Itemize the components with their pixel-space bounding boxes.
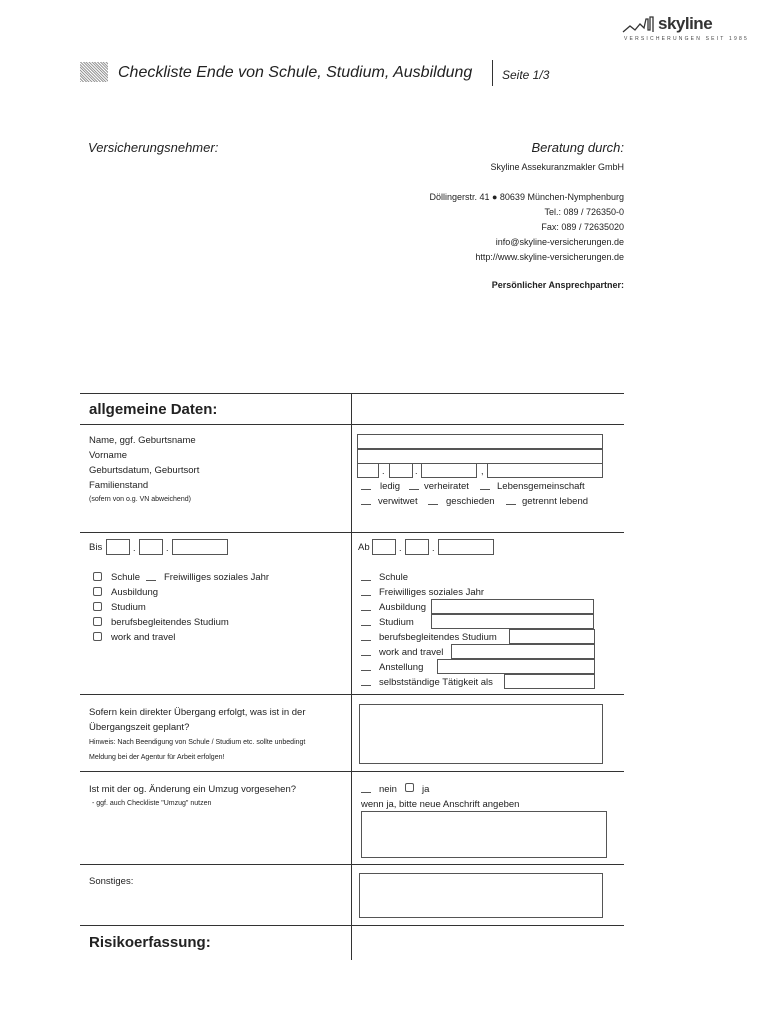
bis-label: Bis <box>89 542 103 553</box>
risk-heading: Risikoerfassung: <box>89 934 211 951</box>
company-email[interactable]: info@skyline-versicherungen.de <box>495 237 624 247</box>
company-website[interactable]: http://www.skyline-versicherungen.de <box>475 252 624 262</box>
company-name: Skyline Assekuranzmakler GmbH <box>490 162 624 172</box>
move-nein-checkbox[interactable] <box>361 784 371 793</box>
bis-year-field[interactable] <box>172 539 228 555</box>
familienstand-label: Familienstand <box>89 480 149 491</box>
new-address-textarea[interactable] <box>361 811 607 858</box>
transition-hint-line1: Hinweis: Nach Beendigung von Schule / Studium etc. sollte unbedingt <box>89 739 306 746</box>
bis-work-travel-checkbox[interactable] <box>93 632 102 641</box>
sonstiges-label: Sonstiges: <box>89 876 134 887</box>
verheiratet-label: verheiratet <box>424 481 469 492</box>
verheiratet-checkbox[interactable] <box>409 481 419 490</box>
company-fax: Fax: 089 / 72635020 <box>541 222 624 232</box>
ab-option-label: Ausbildung <box>379 602 427 613</box>
ab-fsj-checkbox[interactable] <box>361 587 371 596</box>
ab-label: Ab <box>358 542 370 553</box>
verwitwet-label: verwitwet <box>378 496 418 507</box>
page-number: Seite 1/3 <box>502 68 550 82</box>
table-rule <box>80 424 624 425</box>
logo-wordmark: skyline <box>658 14 713 33</box>
ab-ausbildung-field[interactable] <box>431 599 594 614</box>
bis-option-label: Ausbildung <box>111 587 159 598</box>
ledig-label: ledig <box>380 481 401 492</box>
ab-work-travel-field[interactable] <box>451 644 595 659</box>
ab-selbststaendig-field[interactable] <box>504 674 595 689</box>
bis-month-field[interactable] <box>139 539 163 555</box>
bis-ausbildung-checkbox[interactable] <box>93 587 102 596</box>
beratung-label: Beratung durch: <box>531 140 624 155</box>
bis-option-label: Freiwilliges soziales Jahr <box>164 572 270 583</box>
ab-anstellung-field[interactable] <box>437 659 595 674</box>
familienstand-hint: (sofern von o.g. VN abweichend) <box>89 496 191 503</box>
ledig-checkbox[interactable] <box>361 481 371 490</box>
ab-option-label: Freiwilliges soziales Jahr <box>379 587 485 598</box>
bis-schule-checkbox[interactable] <box>93 572 102 581</box>
move-question: Ist mit der og. Änderung ein Umzug vorgesehen? <box>89 784 297 795</box>
table-rule <box>80 771 624 772</box>
move-ja-checkbox[interactable] <box>405 783 414 792</box>
getrennt-label: getrennt lebend <box>522 496 589 507</box>
table-top-rule <box>80 393 624 394</box>
move-ja-label: ja <box>422 784 430 795</box>
new-address-label: wenn ja, bitte neue Anschrift angeben <box>361 799 520 810</box>
skyline-city-icon <box>622 14 658 36</box>
bis-option-label: berufsbegleitendes Studium <box>111 617 229 628</box>
move-nein-label: nein <box>379 784 397 795</box>
table-rule <box>80 694 624 695</box>
contact-person-label: Persönlicher Ansprechpartner: <box>491 280 624 290</box>
company-address: Döllingerstr. 41 ● 80639 München-Nymphenburg <box>429 192 624 202</box>
table-column-divider <box>351 393 352 960</box>
bis-option-label: Studium <box>111 602 146 613</box>
ab-option-label: Anstellung <box>379 662 424 673</box>
lebensgemeinschaft-checkbox[interactable] <box>480 481 490 490</box>
logo-tagline: VERSICHERUNGEN SEIT 1985 <box>624 36 749 42</box>
ab-ausbildung-checkbox[interactable] <box>361 602 371 611</box>
name-field[interactable] <box>357 434 603 449</box>
bis-day-field[interactable] <box>106 539 130 555</box>
geburt-label: Geburtsdatum, Geburtsort <box>89 465 200 476</box>
ab-year-field[interactable] <box>438 539 494 555</box>
ab-anstellung-checkbox[interactable] <box>361 662 371 671</box>
getrennt-checkbox[interactable] <box>506 496 516 505</box>
skyline-logo <box>622 12 749 44</box>
transition-textarea[interactable] <box>359 704 603 764</box>
transition-question-line1: Sofern kein direkter Übergang erfolgt, was ist in der <box>89 707 306 718</box>
bis-studium-checkbox[interactable] <box>93 602 102 611</box>
table-rule <box>80 864 624 865</box>
versicherungsnehmer-label: Versicherungsnehmer: <box>88 140 219 155</box>
ab-berufsbegleitend-checkbox[interactable] <box>361 632 371 641</box>
bis-option-label: work and travel <box>111 632 176 643</box>
ab-option-label: work and travel <box>379 647 444 658</box>
ab-option-label: berufsbegleitendes Studium <box>379 632 497 643</box>
title-divider <box>492 60 493 86</box>
vorname-field[interactable] <box>357 449 603 464</box>
ab-studium-field[interactable] <box>431 614 594 629</box>
ab-option-label: selbstständige Tätigkeit als <box>379 677 493 688</box>
table-rule <box>80 925 624 926</box>
vorname-label: Vorname <box>89 450 128 461</box>
sonstiges-textarea[interactable] <box>359 873 603 918</box>
verwitwet-checkbox[interactable] <box>361 496 371 505</box>
company-tel: Tel.: 089 / 726350-0 <box>544 207 624 217</box>
bis-berufsbegleitend-checkbox[interactable] <box>93 617 102 626</box>
transition-hint-line2: Meldung bei der Agentur für Arbeit erfolgen! <box>89 754 225 761</box>
birth-year-field[interactable] <box>421 463 477 478</box>
birth-month-field[interactable] <box>389 463 413 478</box>
name-label: Name, ggf. Geburtsname <box>89 435 196 446</box>
move-hint: - ggf. auch Checkliste "Umzug" nutzen <box>92 800 212 807</box>
ab-schule-checkbox[interactable] <box>361 572 371 581</box>
ab-selbststaendig-checkbox[interactable] <box>361 677 371 686</box>
birthplace-field[interactable] <box>487 463 603 478</box>
title-hatch-icon <box>80 62 108 82</box>
ab-option-label: Studium <box>379 617 414 628</box>
bis-fsj-checkbox[interactable] <box>146 572 156 581</box>
table-rule <box>80 532 624 533</box>
geschieden-checkbox[interactable] <box>428 496 438 505</box>
ab-work-travel-checkbox[interactable] <box>361 647 371 656</box>
transition-question-line2: Übergangszeit geplant? <box>89 722 190 733</box>
birth-day-field[interactable] <box>357 463 379 478</box>
page-title: Checkliste Ende von Schule, Studium, Ausbildung <box>118 64 473 81</box>
general-data-heading: allgemeine Daten: <box>89 401 218 418</box>
bis-option-label: Schule <box>111 572 141 583</box>
geschieden-label: geschieden <box>446 496 495 507</box>
lebensgemeinschaft-label: Lebensgemeinschaft <box>497 481 585 492</box>
ab-option-label: Schule <box>379 572 409 583</box>
ab-berufsbegleitend-field[interactable] <box>509 629 595 644</box>
ab-day-field[interactable] <box>372 539 396 555</box>
ab-month-field[interactable] <box>405 539 429 555</box>
ab-studium-checkbox[interactable] <box>361 617 371 626</box>
